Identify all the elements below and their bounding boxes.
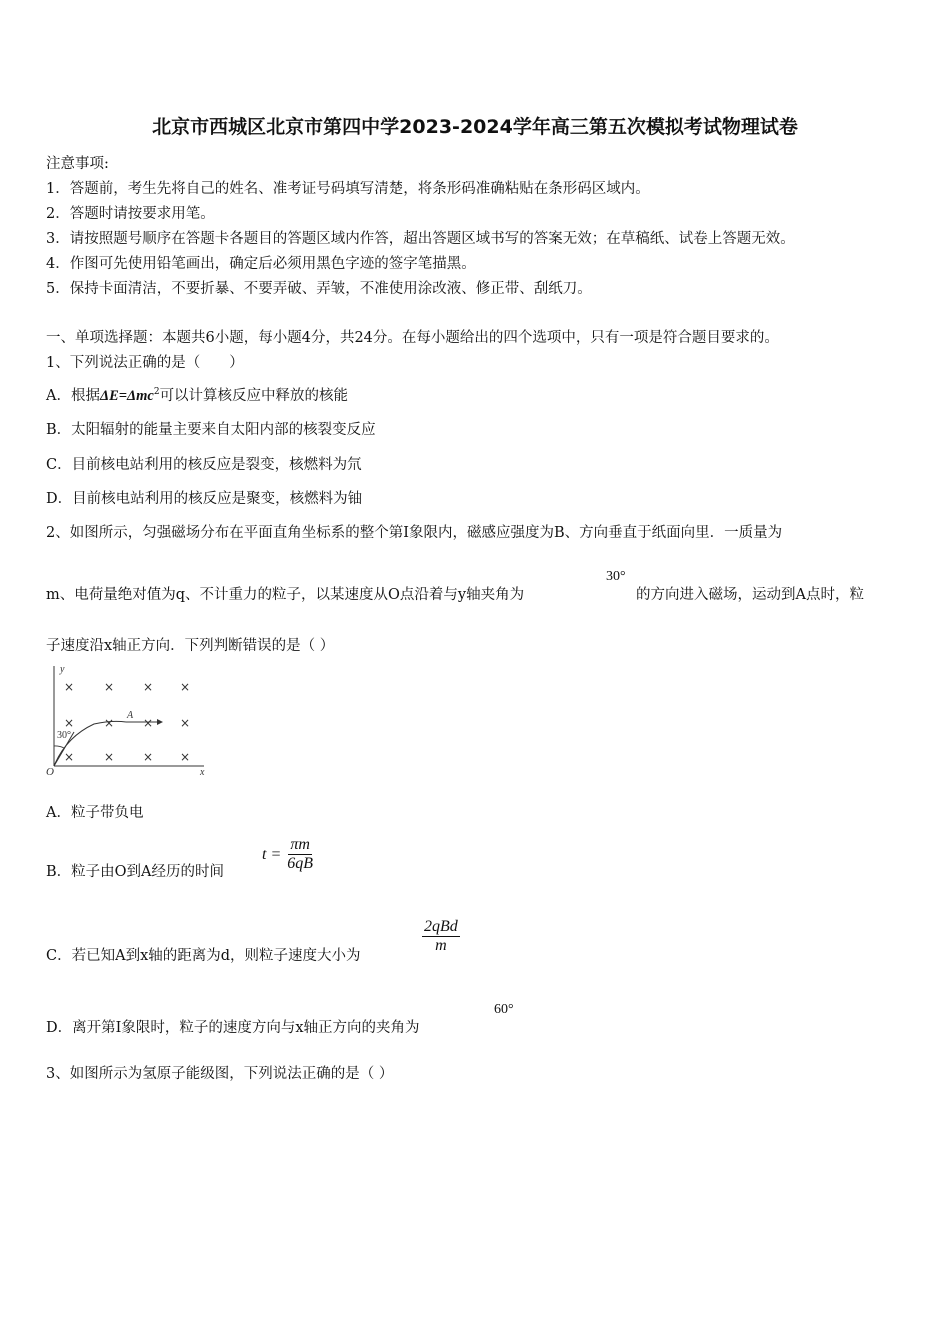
origin-label: O bbox=[46, 766, 54, 778]
option-a: A．粒子带负电 bbox=[46, 805, 144, 821]
option-c: C．若已知A到x轴的距离为d，则粒子速度大小为 bbox=[46, 948, 361, 964]
stem-part: 的方向进入磁场，运动到A点时，粒 bbox=[636, 587, 864, 603]
fraction-denominator: m bbox=[435, 937, 447, 954]
fraction-numerator: 2qBd bbox=[424, 918, 458, 935]
angle-arc bbox=[54, 746, 64, 748]
fraction bbox=[422, 918, 460, 955]
angle-60: 60° bbox=[494, 1002, 514, 1017]
option-d: D．离开第Ⅰ象限时，粒子的速度方向与x轴正方向的夹角为 bbox=[46, 1020, 420, 1036]
field-cross: × bbox=[64, 680, 75, 694]
option-a-sup: 2 bbox=[153, 387, 160, 398]
fraction-numerator: πm bbox=[290, 836, 310, 853]
page-title: 北京市西城区北京市第四中学2023-2024学年高三第五次模拟考试物理试卷 bbox=[152, 116, 798, 138]
angle-30: 30° bbox=[606, 569, 626, 584]
option-b: B．太阳辐射的能量主要来自太阳内部的核裂变反应 bbox=[46, 422, 376, 438]
field-cross: × bbox=[64, 750, 75, 764]
section-heading: 一、单项选择题：本题共6小题，每小题4分，共24分。在每小题给出的四个选项中，只有一项是符合题目要求的。 bbox=[46, 330, 779, 346]
formula-lhs: t = bbox=[262, 845, 282, 863]
question-3-stem: 3、如图所示为氢原子能级图，下列说法正确的是（ ） bbox=[46, 1066, 394, 1082]
fraction bbox=[285, 836, 315, 873]
x-axis-label: x bbox=[200, 767, 205, 778]
field-cross: × bbox=[180, 716, 191, 730]
angle-label: 30° bbox=[57, 730, 71, 741]
field-cross: × bbox=[143, 750, 154, 764]
field-cross: × bbox=[143, 680, 154, 694]
fraction-denominator: 6qB bbox=[287, 855, 314, 872]
option-a-formula: ΔE=Δmc bbox=[99, 388, 154, 404]
notice-item: 2．答题时请按要求用笔。 bbox=[46, 206, 215, 222]
option-a-suffix: 可以计算核反应中释放的核能 bbox=[159, 388, 349, 404]
option-b: B．粒子由O到A经历的时间 bbox=[46, 864, 225, 880]
question-stem-line: 2、如图所示，匀强磁场分布在平面直角坐标系的整个第Ⅰ象限内，磁感应强度为B、方向垂直于纸面向里．一质量为 bbox=[46, 525, 783, 541]
y-axis-label: y bbox=[60, 664, 65, 675]
notice-item: 1．答题前，考生先将自己的姓名、准考证号码填写清楚，将条形码准确粘贴在条形码区域内。 bbox=[46, 181, 650, 197]
question-stem-line bbox=[46, 583, 524, 604]
stem-part: m、电荷量绝对值为q、不计重力的粒子，以某速度从O点沿着与y轴夹角为 bbox=[46, 587, 525, 603]
notice-item: 5．保持卡面清洁，不要折暴、不要弄破、弄皱，不准使用涂改液、修正带、刮纸刀。 bbox=[46, 281, 592, 297]
option-b-formula bbox=[262, 836, 315, 873]
notice-item: 4．作图可先使用铅笔画出，确定后必须用黑色字迹的签字笔描黑。 bbox=[46, 256, 476, 272]
option-a bbox=[46, 384, 348, 405]
option-d: D．目前核电站利用的核反应是聚变，核燃料为铀 bbox=[46, 491, 363, 507]
magnetic-field-figure bbox=[44, 662, 214, 780]
field-cross: × bbox=[180, 680, 191, 694]
field-cross: × bbox=[104, 750, 115, 764]
option-c: C．目前核电站利用的核反应是裂变，核燃料为氘 bbox=[46, 457, 362, 473]
option-c-formula bbox=[422, 918, 460, 955]
field-cross: × bbox=[143, 716, 154, 730]
point-a-label: A bbox=[127, 710, 134, 721]
field-cross: × bbox=[104, 716, 115, 730]
question-stem: 1、下列说法正确的是（ ） bbox=[46, 355, 244, 371]
field-cross: × bbox=[64, 716, 75, 730]
notice-item: 3．请按照题号顺序在答题卡各题目的答题区域内作答，超出答题区域书写的答案无效；在草稿纸、试卷上答题无效。 bbox=[46, 231, 795, 247]
option-a-prefix: A．根据 bbox=[46, 388, 100, 404]
field-cross: × bbox=[104, 680, 115, 694]
notice-heading: 注意事项: bbox=[46, 156, 109, 172]
question-stem-line: 子速度沿x轴正方向．下列判断错误的是（ ） bbox=[46, 638, 335, 654]
field-cross: × bbox=[180, 750, 191, 764]
